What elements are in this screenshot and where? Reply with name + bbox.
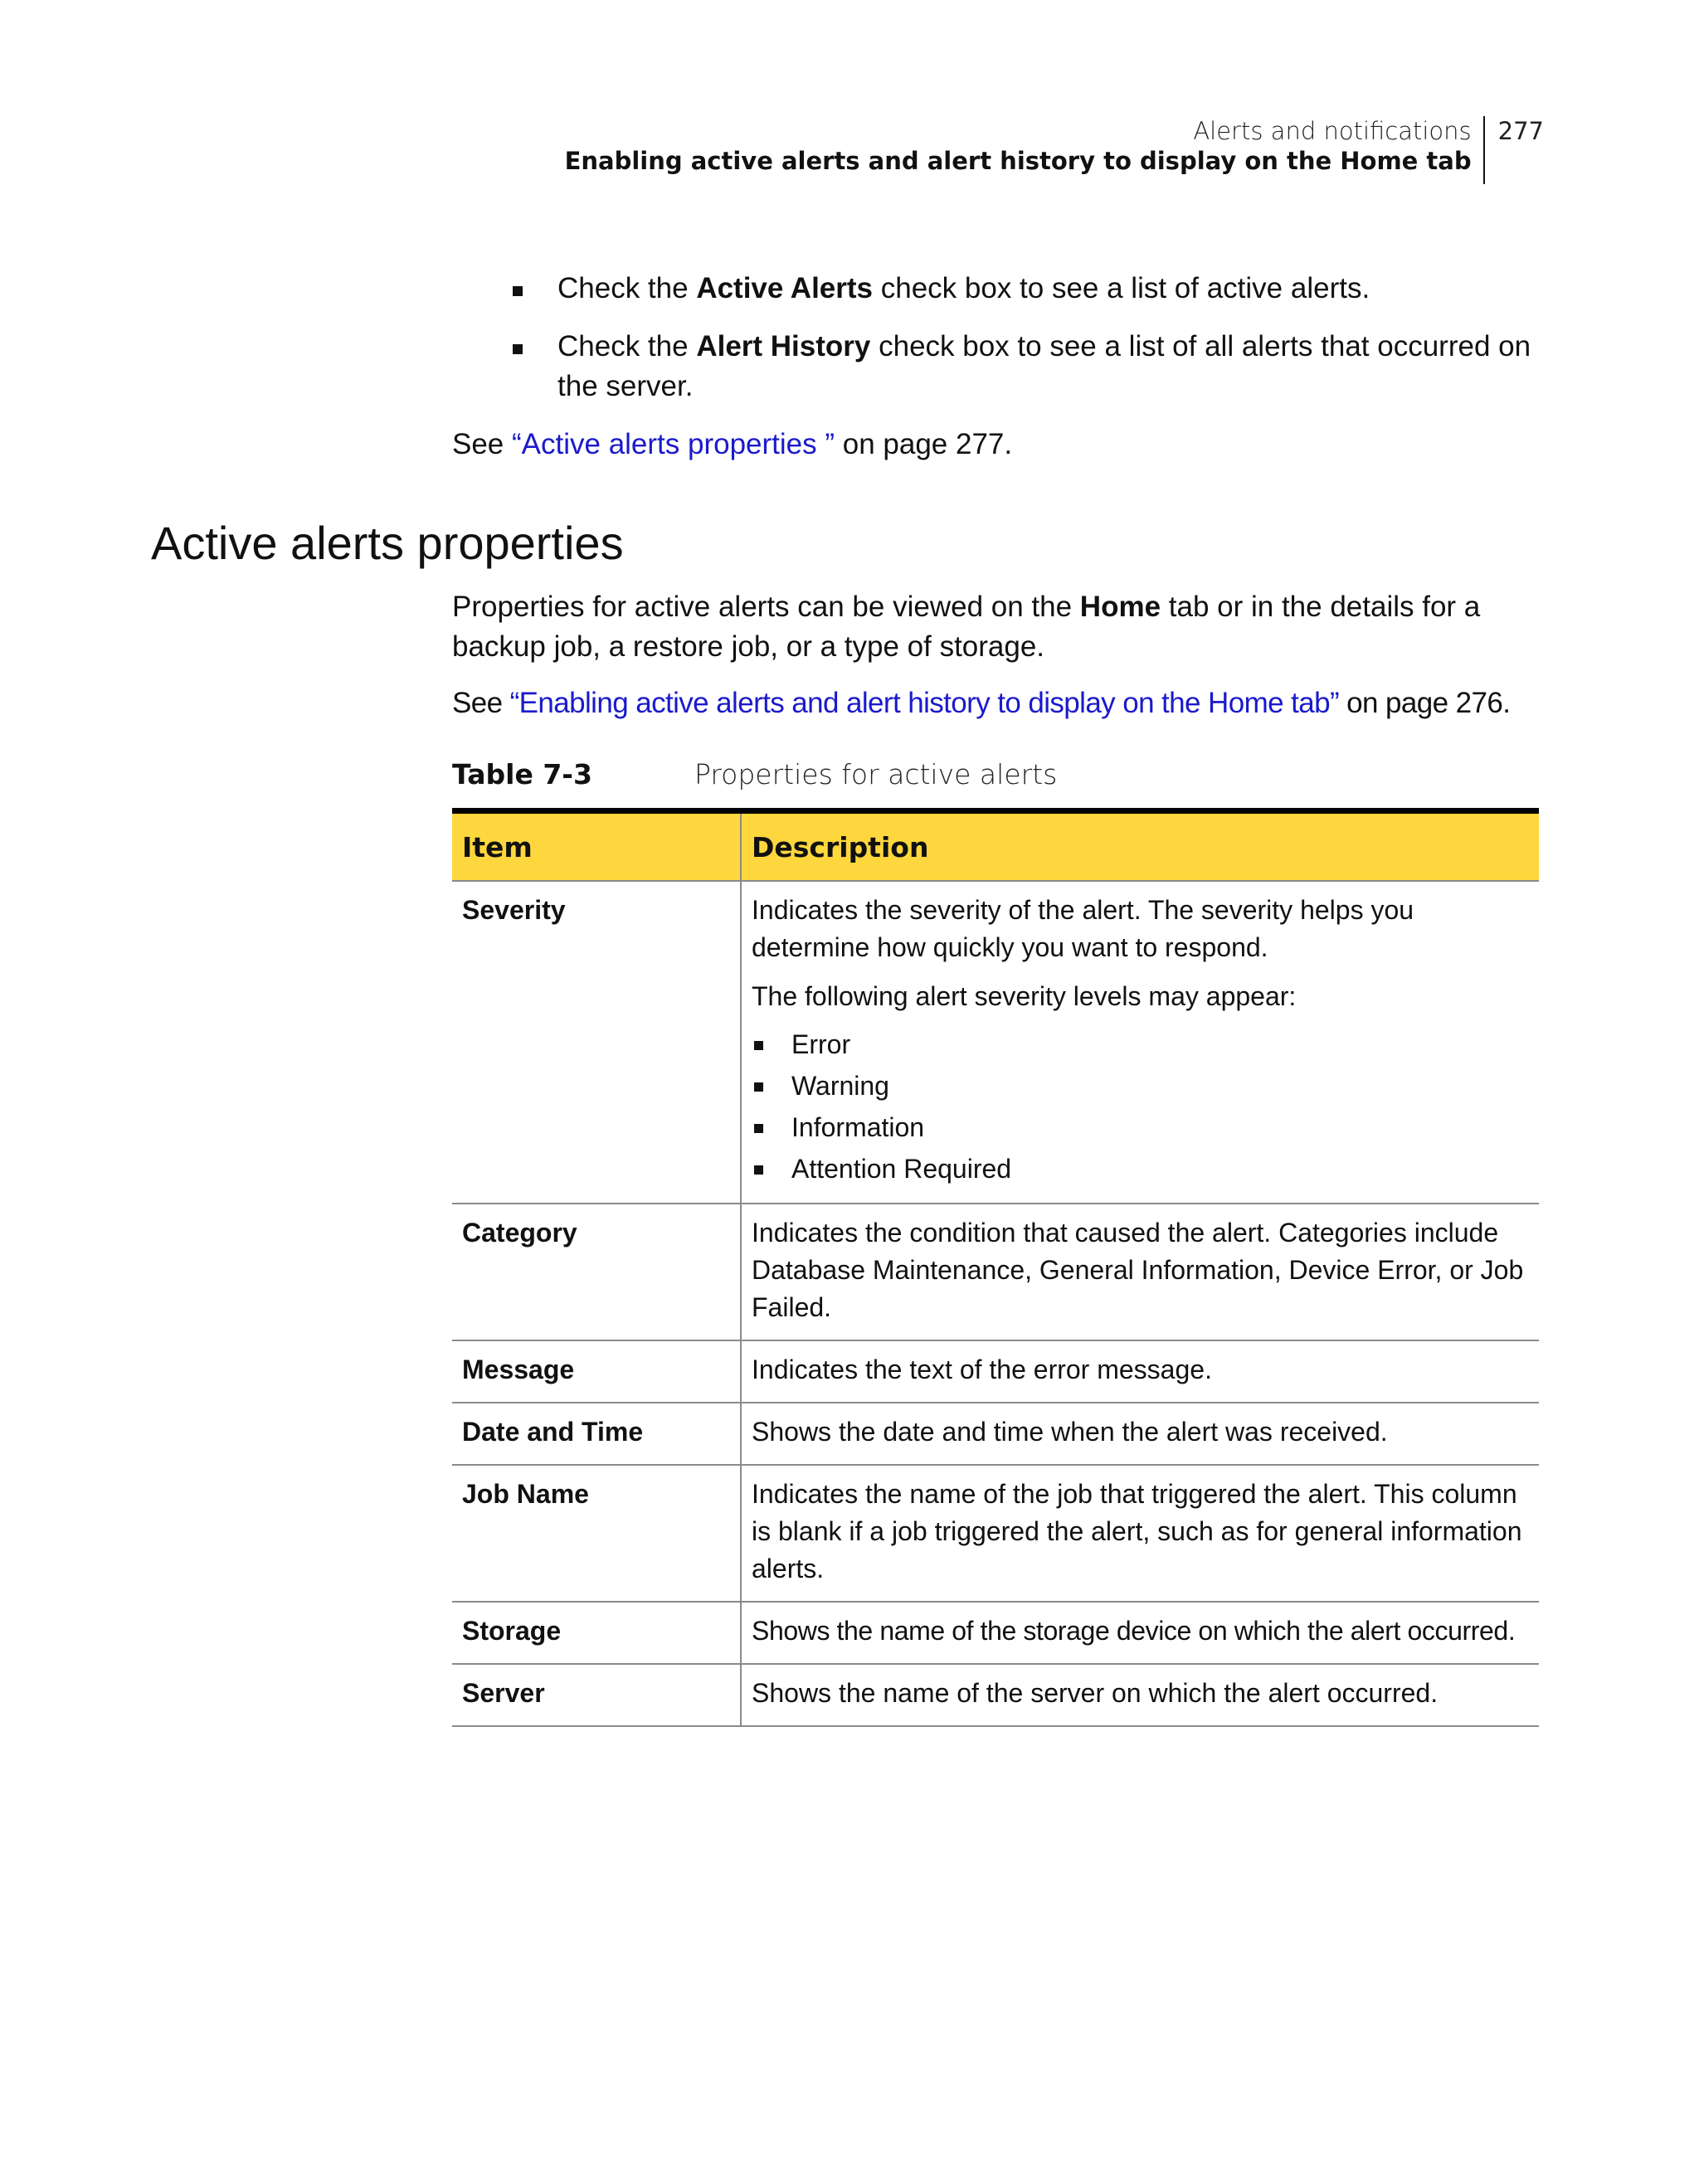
see-reference [452,425,1539,465]
table-row [452,881,1539,1204]
see-prefix: See [452,428,512,460]
bullet-text: Check the [557,272,697,304]
properties-table [452,808,1539,1727]
table-number: Table 7-3 [452,758,592,790]
list-item [452,327,1539,406]
description-cell: Indicates the name of the job that triggered the alert. This column is blank if a job triggered the alert, such as for general information alerts. [741,1465,1539,1602]
running-header [565,116,1544,184]
column-header-item: Item [452,811,741,882]
checkbox-instructions [452,269,1539,406]
description-cell: Indicates the text of the error message. [741,1340,1539,1403]
bullet-square-icon [754,1124,763,1133]
enabling-alerts-link[interactable]: “Enabling active alerts and alert history to display on the Home tab” [509,687,1340,719]
column-header-description: Description [741,811,1539,882]
intro-block [452,269,1539,465]
table-row [452,1204,1539,1340]
item-cell: Job Name [452,1465,741,1602]
table-header-row [452,811,1539,882]
bullet-square-icon [754,1041,763,1050]
bullet-text: check box to see a list of active alerts. [873,272,1370,304]
chapter-title: Alerts and notifications [1193,117,1472,145]
bullet-text: check box to see a list of all alerts that occurred on the server. [557,330,1531,402]
severity-level: Attention Required [791,1154,1012,1184]
table-row [452,1340,1539,1403]
item-cell: Date and Time [452,1403,741,1465]
severity-level: Information [791,1112,925,1142]
table-row [452,1664,1539,1726]
item-cell: Message [452,1340,741,1403]
bullet-square-icon [513,344,523,354]
severity-level: Error [791,1029,851,1059]
item-cell: Severity [452,881,741,1204]
bullet-text: Check the [557,330,697,362]
see-suffix: on page 277. [835,428,1013,460]
see-reference [452,683,1539,723]
section-title: Enabling active alerts and alert history to display on the Home tab [564,147,1472,175]
intro-text: tab or in the details for a backup job, a restore job, or a type of storage. [452,591,1481,663]
intro-text: Properties for active alerts can be viewed on the [452,591,1080,623]
bullet-square-icon [754,1082,763,1092]
description-cell: Shows the name of the storage device on which the alert occurred. [741,1602,1539,1664]
bullet-bold-text: Alert History [696,330,871,362]
description-cell [741,881,1539,1204]
list-item [452,269,1539,309]
active-alerts-properties-link[interactable]: “Active alerts properties ” [512,428,835,460]
table-row [452,1602,1539,1664]
intro-bold-text: Home [1079,591,1161,623]
see-prefix: See [452,687,510,719]
section-body [452,587,1539,723]
bullet-square-icon [754,1165,763,1175]
description-text: Indicates the severity of the alert. The severity helps you determine how quickly you want to respond. [752,895,1414,962]
page-number: 277 [1497,117,1544,145]
table-title: Properties for active alerts [694,758,1058,790]
description-text: The following alert severity levels may appear: [752,981,1297,1011]
item-cell: Storage [452,1602,741,1664]
list-item [752,1024,1529,1065]
intro-paragraph [452,587,1539,667]
bullet-bold-text: Active Alerts [696,272,873,304]
item-cell: Server [452,1664,741,1726]
see-suffix: on page 276. [1339,687,1511,719]
table-row [452,1403,1539,1465]
description-cell: Shows the date and time when the alert was received. [741,1403,1539,1465]
section-heading: Active alerts properties [151,517,624,569]
bullet-square-icon [513,286,523,296]
severity-level: Warning [791,1071,889,1101]
description-cell: Indicates the condition that caused the alert. Categories include Database Maintenance, General Information, Device Error, or Job Failed. [741,1204,1539,1340]
table-row [452,1465,1539,1602]
list-item [752,1148,1529,1189]
severity-list [752,1024,1529,1189]
list-item [752,1107,1529,1148]
description-cell: Shows the name of the server on which the alert occurred. [741,1664,1539,1726]
list-item [752,1065,1529,1107]
item-cell: Category [452,1204,741,1340]
table-caption [452,756,1057,793]
header-titles [565,116,1485,184]
